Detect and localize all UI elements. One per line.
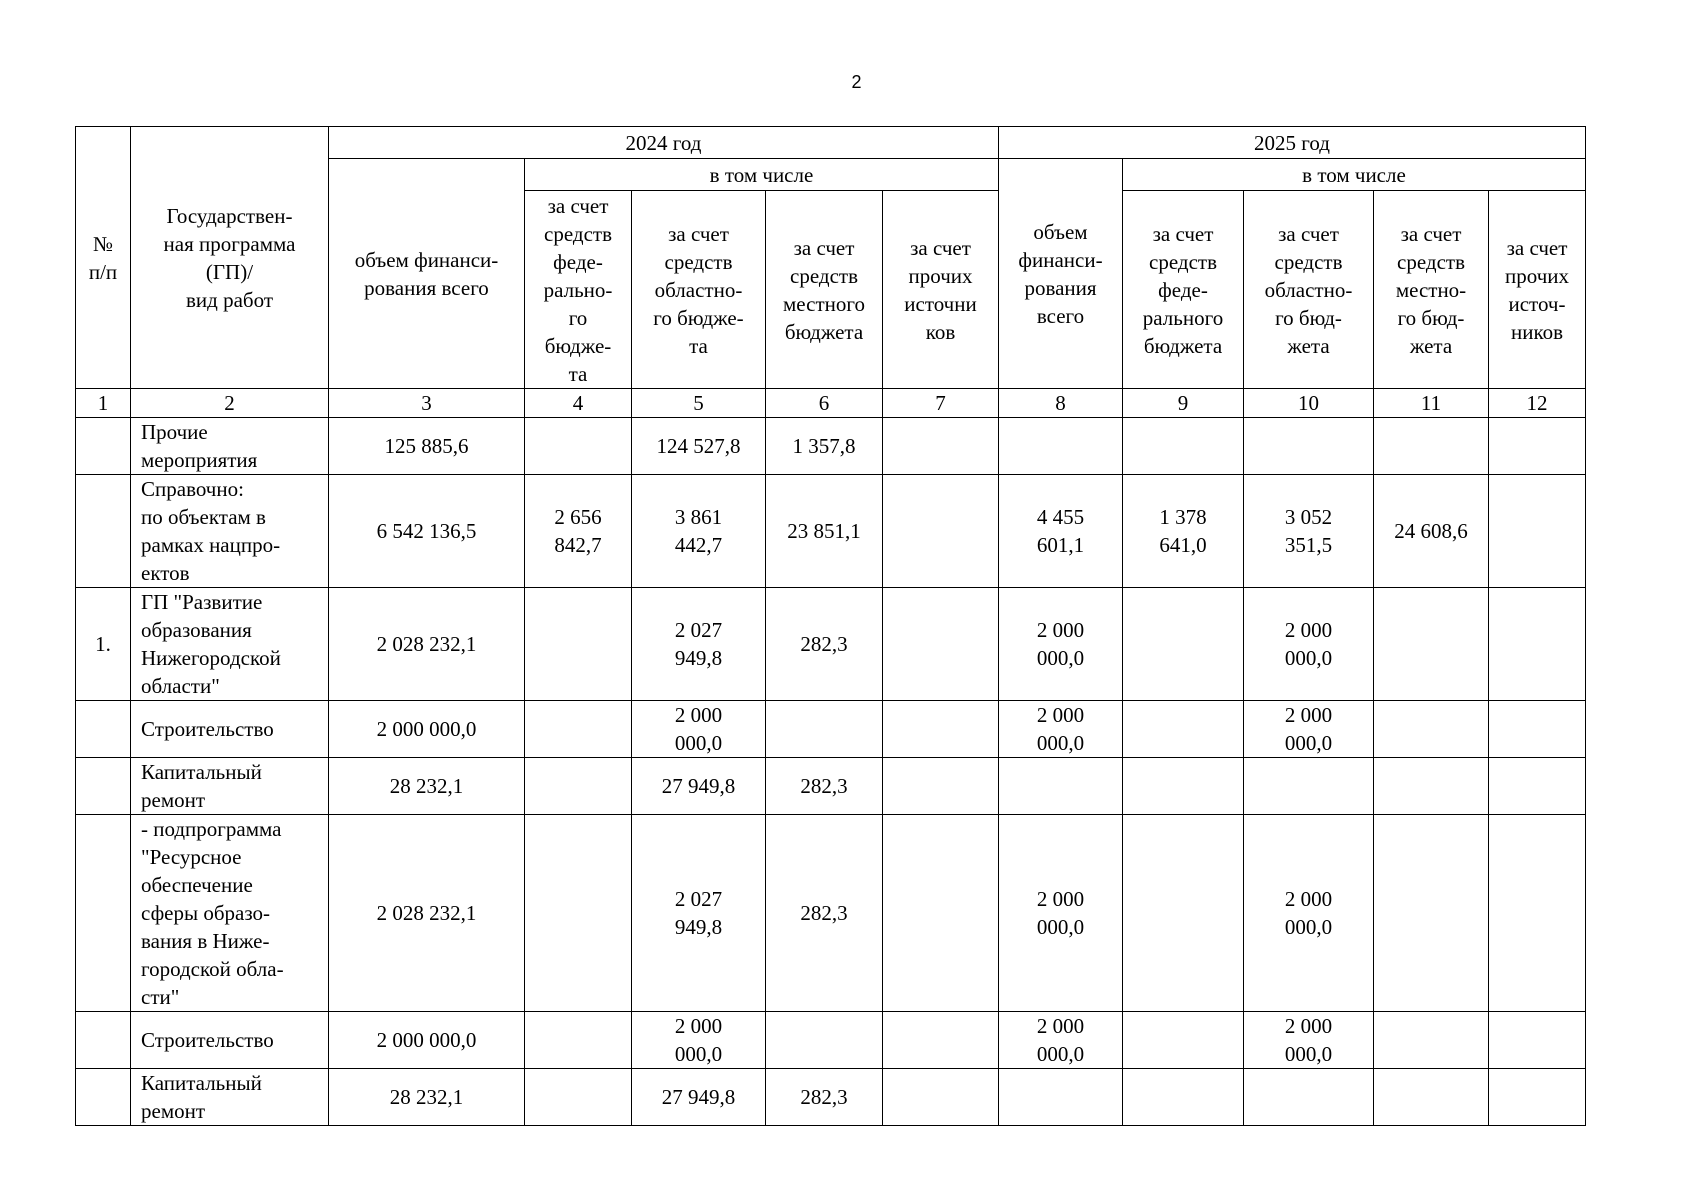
column-number: 12: [1489, 389, 1586, 418]
amount-cell: 23 851,1: [766, 475, 883, 588]
column-number: 3: [329, 389, 525, 418]
amount-cell: [883, 1069, 999, 1126]
amount-cell: [1489, 588, 1586, 701]
amount-cell: [1244, 758, 1374, 815]
amount-cell: [1489, 475, 1586, 588]
header-oth-2025: за счет прочих источ- ников: [1489, 191, 1586, 389]
amount-cell: 2 000 000,0: [999, 1012, 1123, 1069]
column-number: 7: [883, 389, 999, 418]
amount-cell: 27 949,8: [632, 1069, 766, 1126]
amount-cell: 2 000 000,0: [999, 701, 1123, 758]
amount-cell: [999, 418, 1123, 475]
amount-cell: [1489, 418, 1586, 475]
header-fed-2025: за счет средств феде- рального бюджета: [1123, 191, 1244, 389]
amount-cell: 2 000 000,0: [1244, 1012, 1374, 1069]
amount-cell: 6 542 136,5: [329, 475, 525, 588]
amount-cell: 2 000 000,0: [329, 1012, 525, 1069]
row-number-cell: [76, 1069, 131, 1126]
amount-cell: [1489, 701, 1586, 758]
amount-cell: [1123, 758, 1244, 815]
column-number: 10: [1244, 389, 1374, 418]
header-obl-2024: за счет средств областно- го бюдже- та: [632, 191, 766, 389]
program-name-cell: - подпрограмма "Ресурсное обеспечение сферы образо- вания в Ниже- городской обла- сти": [131, 815, 329, 1012]
program-name-cell: Прочие мероприятия: [131, 418, 329, 475]
amount-cell: [883, 475, 999, 588]
amount-cell: [525, 588, 632, 701]
column-number: 6: [766, 389, 883, 418]
amount-cell: [1489, 1012, 1586, 1069]
program-name-cell: Строительство: [131, 1012, 329, 1069]
amount-cell: [1374, 701, 1489, 758]
header-obl-2025: за счет средств областно- го бюд- жета: [1244, 191, 1374, 389]
amount-cell: [525, 815, 632, 1012]
column-number: 1: [76, 389, 131, 418]
row-number-cell: [76, 418, 131, 475]
program-name-cell: Капитальный ремонт: [131, 758, 329, 815]
financing-table: [75, 126, 1586, 1126]
amount-cell: [1489, 758, 1586, 815]
table-row: [76, 1069, 1586, 1126]
amount-cell: [1123, 701, 1244, 758]
header-total-2025: объем финанси- рования всего: [999, 159, 1123, 389]
header-year-2025: 2025 год: [999, 127, 1586, 159]
table-row: [76, 758, 1586, 815]
amount-cell: 2 028 232,1: [329, 815, 525, 1012]
table-row: [76, 701, 1586, 758]
program-name-cell: ГП "Развитие образования Нижегородской области": [131, 588, 329, 701]
amount-cell: 282,3: [766, 815, 883, 1012]
amount-cell: 27 949,8: [632, 758, 766, 815]
row-number-cell: 1.: [76, 588, 131, 701]
amount-cell: [1374, 758, 1489, 815]
amount-cell: 124 527,8: [632, 418, 766, 475]
amount-cell: [1374, 588, 1489, 701]
amount-cell: 4 455 601,1: [999, 475, 1123, 588]
amount-cell: 282,3: [766, 1069, 883, 1126]
amount-cell: [883, 588, 999, 701]
header-total-2024: объем финанси- рования всего: [329, 159, 525, 389]
amount-cell: 2 000 000,0: [1244, 815, 1374, 1012]
amount-cell: [525, 1012, 632, 1069]
amount-cell: 2 000 000,0: [329, 701, 525, 758]
amount-cell: 3 861 442,7: [632, 475, 766, 588]
program-name-cell: Строительство: [131, 701, 329, 758]
amount-cell: 28 232,1: [329, 758, 525, 815]
row-number-cell: [76, 701, 131, 758]
header-col-program: Государствен- ная программа (ГП)/ вид работ: [131, 127, 329, 389]
header-col-number: № п/п: [76, 127, 131, 389]
amount-cell: [1123, 418, 1244, 475]
amount-cell: 2 000 000,0: [1244, 588, 1374, 701]
amount-cell: [1123, 588, 1244, 701]
amount-cell: 125 885,6: [329, 418, 525, 475]
amount-cell: [1244, 418, 1374, 475]
amount-cell: [1123, 1012, 1244, 1069]
header-including-2025: в том числе: [1123, 159, 1586, 191]
amount-cell: [1374, 1069, 1489, 1126]
amount-cell: [883, 758, 999, 815]
program-name-cell: Справочно: по объектам в рамках нацпро- ектов: [131, 475, 329, 588]
amount-cell: 3 052 351,5: [1244, 475, 1374, 588]
header-fed-2024: за счет средств феде- рально- го бюдже- та: [525, 191, 632, 389]
amount-cell: [525, 418, 632, 475]
amount-cell: [1374, 815, 1489, 1012]
amount-cell: [1374, 1012, 1489, 1069]
program-name-cell: Капитальный ремонт: [131, 1069, 329, 1126]
amount-cell: [999, 758, 1123, 815]
header-year-2024: 2024 год: [329, 127, 999, 159]
amount-cell: 282,3: [766, 588, 883, 701]
amount-cell: [883, 701, 999, 758]
amount-cell: 2 000 000,0: [1244, 701, 1374, 758]
row-number-cell: [76, 475, 131, 588]
amount-cell: 2 000 000,0: [632, 701, 766, 758]
column-number: 4: [525, 389, 632, 418]
amount-cell: [525, 1069, 632, 1126]
amount-cell: 2 028 232,1: [329, 588, 525, 701]
amount-cell: 24 608,6: [1374, 475, 1489, 588]
amount-cell: [883, 418, 999, 475]
table-row: [76, 588, 1586, 701]
row-number-cell: [76, 1012, 131, 1069]
amount-cell: 28 232,1: [329, 1069, 525, 1126]
amount-cell: [1489, 815, 1586, 1012]
amount-cell: [766, 701, 883, 758]
amount-cell: [525, 701, 632, 758]
column-number: 5: [632, 389, 766, 418]
amount-cell: [525, 758, 632, 815]
row-number-cell: [76, 815, 131, 1012]
table-row: [76, 815, 1586, 1012]
amount-cell: 2 656 842,7: [525, 475, 632, 588]
header-loc-2024: за счет средств местного бюджета: [766, 191, 883, 389]
amount-cell: [999, 1069, 1123, 1126]
amount-cell: [1123, 1069, 1244, 1126]
amount-cell: [883, 1012, 999, 1069]
row-number-cell: [76, 758, 131, 815]
amount-cell: 2 027 949,8: [632, 815, 766, 1012]
amount-cell: [1374, 418, 1489, 475]
column-number: 2: [131, 389, 329, 418]
header-oth-2024: за счет прочих источни ков: [883, 191, 999, 389]
column-number: 11: [1374, 389, 1489, 418]
amount-cell: 2 000 000,0: [999, 588, 1123, 701]
amount-cell: [766, 1012, 883, 1069]
table-row: [76, 418, 1586, 475]
column-number: 8: [999, 389, 1123, 418]
amount-cell: [1123, 815, 1244, 1012]
page-number: 2: [851, 72, 862, 92]
amount-cell: [883, 815, 999, 1012]
amount-cell: 2 027 949,8: [632, 588, 766, 701]
amount-cell: [1244, 1069, 1374, 1126]
header-row-years: [76, 127, 1586, 159]
column-number: 9: [1123, 389, 1244, 418]
amount-cell: 1 357,8: [766, 418, 883, 475]
header-loc-2025: за счет средств местно- го бюд- жета: [1374, 191, 1489, 389]
column-number-row: [76, 389, 1586, 418]
table-row: [76, 1012, 1586, 1069]
header-including-2024: в том числе: [525, 159, 999, 191]
table-row: [76, 475, 1586, 588]
amount-cell: [1489, 1069, 1586, 1126]
amount-cell: 2 000 000,0: [999, 815, 1123, 1012]
amount-cell: 2 000 000,0: [632, 1012, 766, 1069]
amount-cell: 282,3: [766, 758, 883, 815]
amount-cell: 1 378 641,0: [1123, 475, 1244, 588]
